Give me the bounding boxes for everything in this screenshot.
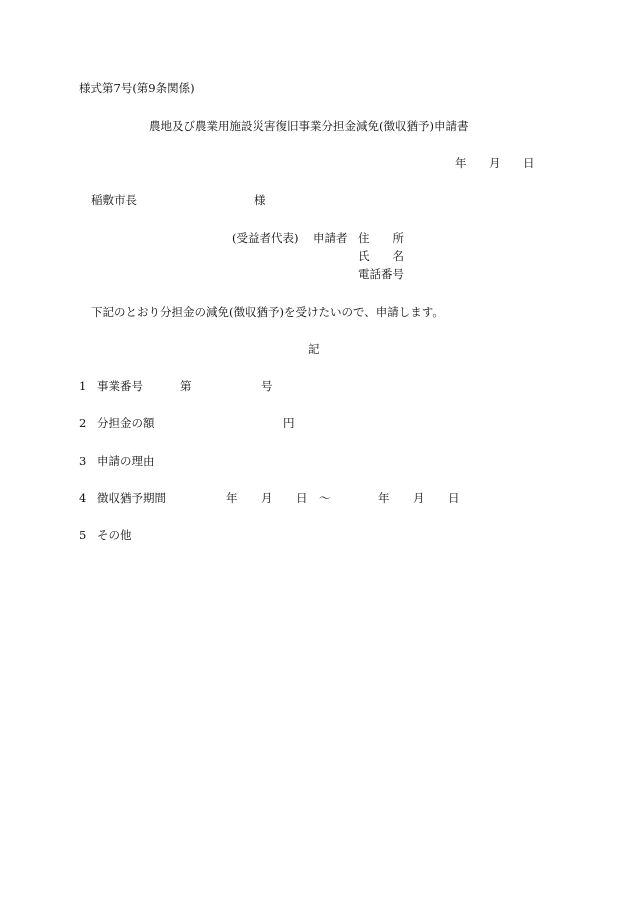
item-number: 1 <box>79 379 87 393</box>
form-id: 様式第7号(第9条関係) <box>79 81 195 95</box>
end-day: 日 <box>448 491 460 505</box>
start-day: 日 <box>296 491 308 505</box>
date-year: 年 <box>455 156 467 170</box>
item-suffix: 号 <box>261 379 273 393</box>
item-unit: 円 <box>283 416 295 430</box>
date-day: 日 <box>523 156 535 170</box>
applicant-label: 申請者 <box>313 231 348 245</box>
item-number: 4 <box>79 491 87 505</box>
addressee-name: 稲敷市長 <box>91 193 137 207</box>
date-month: 月 <box>489 156 501 170</box>
document-title: 農地及び農業用施設災害復旧事業分担金減免(徴収猶予)申請書 <box>149 119 469 133</box>
range-tilde: ～ <box>319 491 331 505</box>
applicant-role: (受益者代表) <box>232 231 299 245</box>
item-label: 徴収猶予期間 <box>97 491 166 505</box>
addressee-honorific: 様 <box>254 193 266 207</box>
body-text: 下記のとおり分担金の減免(徴収猶予)を受けたいので、申請します。 <box>91 305 444 319</box>
item-number: 5 <box>79 528 87 542</box>
applicant-address-label: 住 所 <box>358 231 404 245</box>
start-month: 月 <box>261 491 273 505</box>
applicant-name-label: 氏 名 <box>358 249 404 263</box>
item-label: 事業番号 <box>97 379 143 393</box>
item-number: 3 <box>79 454 87 468</box>
end-year: 年 <box>378 491 390 505</box>
applicant-phone-label: 電話番号 <box>358 267 404 281</box>
item-label: 分担金の額 <box>97 416 155 430</box>
item-number: 2 <box>79 416 87 430</box>
start-year: 年 <box>226 491 238 505</box>
item-prefix: 第 <box>180 379 192 393</box>
end-month: 月 <box>413 491 425 505</box>
item-label: 申請の理由 <box>97 454 155 468</box>
ki-heading: 記 <box>308 342 320 356</box>
item-label: その他 <box>97 528 132 542</box>
